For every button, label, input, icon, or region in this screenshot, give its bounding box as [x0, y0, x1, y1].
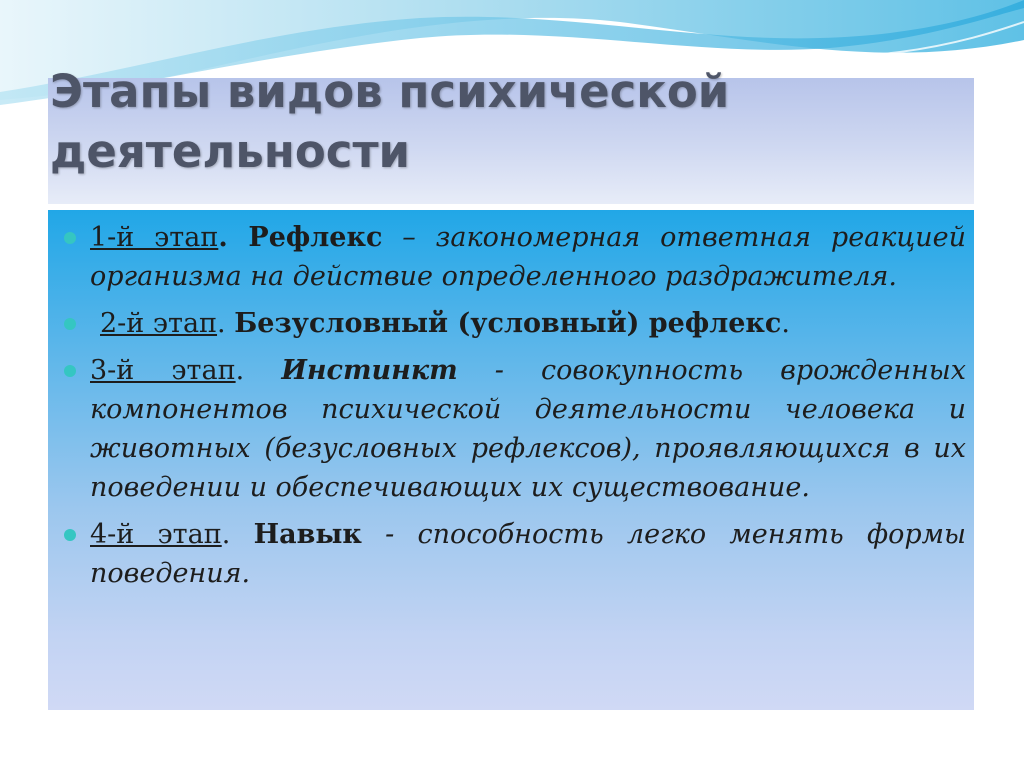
- stage-term: Рефлекс: [248, 222, 383, 253]
- title-line-2: деятельности: [50, 125, 411, 178]
- stage-label: 1-й этап: [90, 222, 219, 253]
- bullet-icon: [64, 232, 76, 244]
- bullet-icon: [64, 365, 76, 377]
- stage-description: - совокупность врожденных компонентов психической деятельности человека и животных (безусловных рефлексов), проявляющихся в их поведении и обеспечивающих их существование.: [90, 355, 967, 503]
- list-item: 4-й этап. Навык - способность легко менять формы поведения.: [62, 515, 966, 593]
- bullet-icon: [64, 318, 76, 330]
- title-line-1: Этапы видов психической: [50, 65, 730, 118]
- stage-description: - способность легко менять формы поведения.: [90, 519, 966, 589]
- stage-description: – закономерная ответная реакцией организма на действие определенного раздражителя.: [90, 222, 966, 292]
- stage-term: Безусловный (условный) рефлекс: [234, 308, 782, 339]
- stage-label: 3-й этап: [90, 355, 236, 386]
- list-item: 2-й этап. Безусловный (условный) рефлекс.: [62, 304, 966, 343]
- bullet-icon: [64, 529, 76, 541]
- stage-description: .: [781, 308, 790, 339]
- stage-label: 2-й этап: [100, 308, 218, 339]
- list-item: 3-й этап. Инстинкт - совокупность врожденных компонентов психической деятельности человека и животных (безусловных рефлексов), проявляющихся в их поведении и обеспечивающих их существование.: [62, 351, 966, 507]
- stage-term: Навык: [253, 519, 362, 550]
- stage-label: 4-й этап: [90, 519, 222, 550]
- list-item: 1-й этап. Рефлекс – закономерная ответная реакцией организма на действие определенного раздражителя.: [62, 218, 966, 296]
- stage-term: Инстинкт: [281, 355, 458, 386]
- slide-title: [50, 62, 950, 182]
- stages-list: [62, 218, 966, 601]
